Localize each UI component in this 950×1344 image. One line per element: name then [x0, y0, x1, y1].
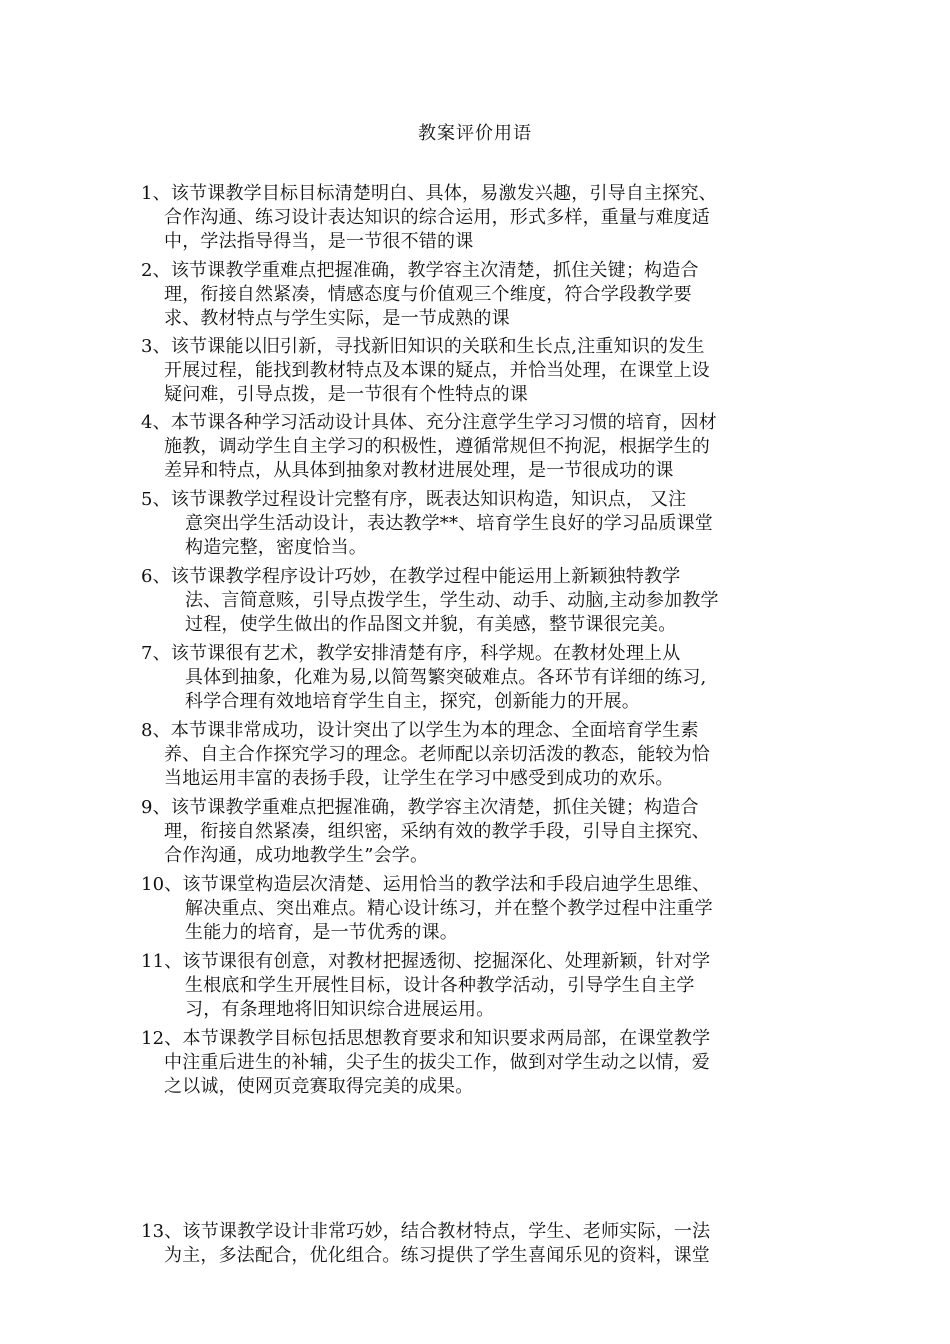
item-13-line-2: 为主，多法配合，优化组合。练习提供了学生喜闻乐见的资料，课堂 — [164, 1245, 710, 1266]
item-10-line-3: 生能力的培育，是一节优秀的课。 — [185, 922, 458, 943]
item-4-line-3: 差异和特点，从具体到抽象对教材进展处理，是一节很成功的课 — [164, 460, 674, 481]
item-11-line-3: 习，有条理地将旧知识综合进展运用。 — [185, 999, 495, 1020]
item-7-line-3: 科学合理有效地培育学生自主，探究，创新能力的开展。 — [185, 691, 640, 712]
item-11-line-1: 11、该节课很有创意，对教材把握透彻、挖掘深化、处理新颖，针对学 — [141, 951, 711, 972]
page-title: 教案评价用语 — [418, 123, 532, 144]
item-1-line-2: 合作沟通、练习设计表达知识的综合运用，形式多样，重量与难度适 — [164, 207, 710, 228]
item-13-line-1: 13、该节课教学设计非常巧妙，结合教材特点，学生、老师实际，一法 — [141, 1221, 711, 1242]
item-9-line-1: 9、该节课教学重难点把握准确，教学容主次清楚，抓住关键；构造合 — [141, 797, 699, 818]
item-10-line-2: 解决重点、突出难点。精心设计练习，并在整个教学过程中注重学 — [185, 898, 713, 919]
item-6-line-1: 6、该节课教学程序设计巧妙，在教学过程中能运用上新颖独特教学 — [141, 566, 681, 587]
item-1-line-1: 1、该节课教学目标目标清楚明白、具体，易激发兴趣，引导自主探究、 — [141, 183, 717, 204]
item-3-line-2: 开展过程，能找到教材特点及本课的疑点，并恰当处理，在课堂上设 — [164, 360, 710, 381]
item-7-line-1: 7、该节课很有艺术，教学安排清楚有序，科学规。在教材处理上从 — [141, 643, 681, 664]
item-1-line-3: 中，学法指导得当，是一节很不错的课 — [164, 231, 474, 252]
item-4-line-2: 施教，调动学生自主学习的积极性，遵循常规但不拘泥，根据学生的 — [164, 436, 710, 457]
item-7-line-2: 具体到抽象，化难为易,以简驾繁突破难点。各环节有详细的练习, — [185, 667, 707, 688]
item-4-line-1: 4、本节课各种学习活动设计具体、充分注意学生学习习惯的培育，因材 — [141, 412, 717, 433]
item-8-line-2: 养、自主合作探究学习的理念。老师配以亲切活泼的教态，能较为恰 — [164, 744, 710, 765]
item-6-line-2: 法、言简意赅，引导点拨学生，学生动、动手、动脑,主动参加教学 — [185, 590, 719, 611]
item-2-line-1: 2、该节课教学重难点把握准确，教学容主次清楚，抓住关键；构造合 — [141, 260, 699, 281]
item-9-line-2: 理，衔接自然紧凑，组织密，采纳有效的教学手段，引导自主探究、 — [164, 821, 710, 842]
item-6-line-3: 过程，使学生做出的作品图文并貌，有美感，整节课很完美。 — [185, 614, 677, 635]
item-12-line-3: 之以诚，使网页竞赛取得完美的成果。 — [164, 1076, 474, 1097]
item-5-line-3: 构造完整，密度恰当。 — [185, 537, 367, 558]
item-2-line-2: 理，衔接自然紧凑，情感态度与价值观三个维度，符合学段教学要 — [164, 284, 692, 305]
item-12-line-2: 中注重后进生的补辅，尖子生的拔尖工作，做到对学生动之以情，爱 — [164, 1052, 710, 1073]
item-3-line-1: 3、该节课能以旧引新，寻找新旧知识的关联和生长点,注重知识的发生 — [141, 336, 705, 357]
item-10-line-1: 10、该节课堂构造层次清楚、运用恰当的教学法和手段启迪学生思维、 — [141, 874, 711, 895]
item-3-line-3: 疑问难，引导点拨，是一节很有个性特点的课 — [164, 384, 528, 405]
item-8-line-3: 当地运用丰富的表扬手段，让学生在学习中感受到成功的欢乐。 — [164, 768, 674, 789]
item-9-line-3: 合作沟通，成功地教学生”会学。 — [164, 845, 429, 866]
item-12-line-1: 12、本节课教学目标包括思想教育要求和知识要求两局部，在课堂教学 — [141, 1028, 711, 1049]
item-5-line-2: 意突出学生活动设计，表达教学**、培育学生良好的学习品质课堂 — [185, 513, 713, 534]
item-8-line-1: 8、本节课非常成功，设计突出了以学生为本的理念、全面培育学生素 — [141, 720, 699, 741]
item-11-line-2: 生根底和学生开展性目标，设计各种教学活动，引导学生自主学 — [185, 975, 695, 996]
item-2-line-3: 求、教材特点与学生实际，是一节成熟的课 — [164, 308, 510, 329]
item-5-line-1: 5、该节课教学过程设计完整有序，既表达知识构造，知识点， 又注 — [141, 489, 687, 510]
